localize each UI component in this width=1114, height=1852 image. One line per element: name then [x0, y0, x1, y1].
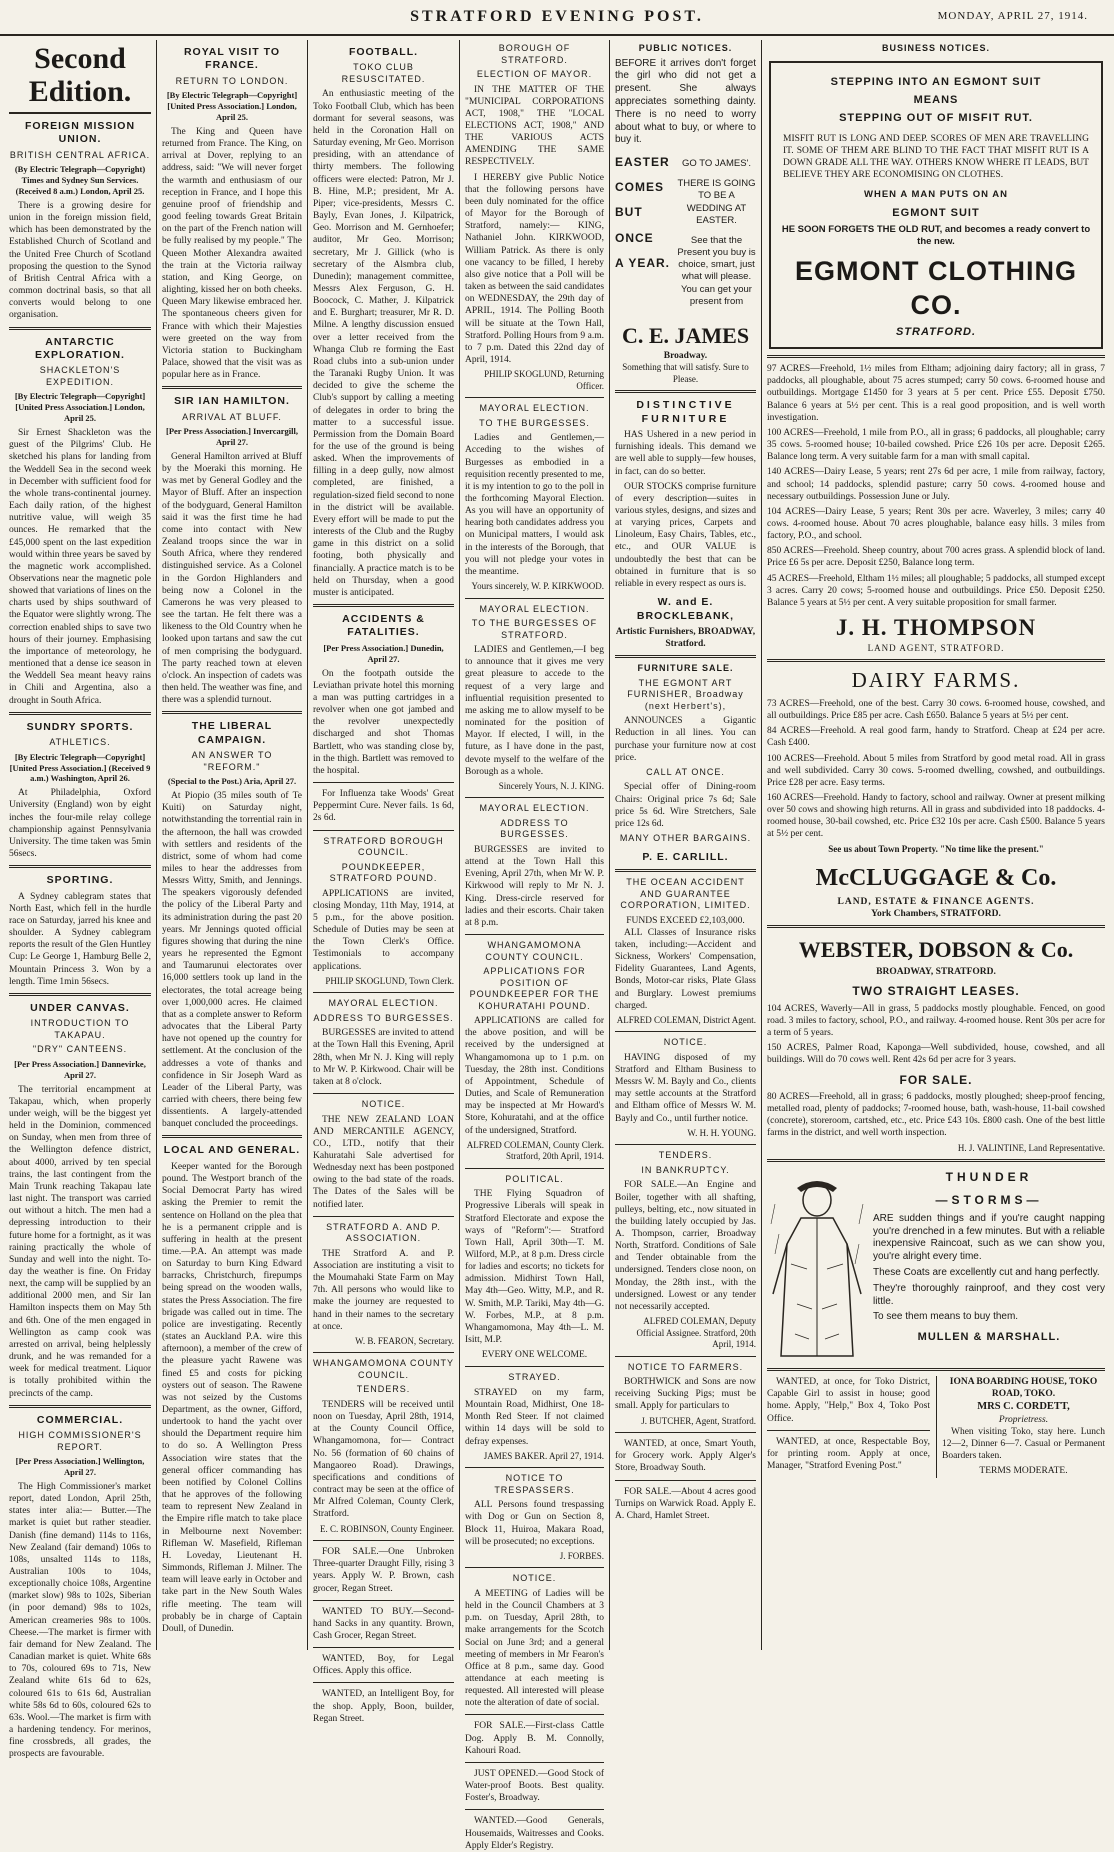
furniture-sale-offer: Special offer of Dining-room Chairs: Original price 7s 6d; Sale price 5s 6d. Wire Stretchers, Sale price 12s 6d.: [615, 782, 756, 829]
notice-heading: NOTICE.: [663, 1037, 708, 1048]
notice-signature: W. H. H. YOUNG.: [687, 1127, 756, 1138]
classified-ad: WANTED.—Good Generals, Housemaids, Waitresses and Cooks. Apply Elder's Registry.: [465, 1816, 604, 1851]
foreign-mission-subheading: BRITISH CENTRAL AFRICA.: [9, 149, 151, 160]
egmont-ad-line: EGMONT SUIT: [892, 206, 980, 219]
column-3: [307, 40, 459, 1724]
trespass-heading: NOTICE TO TRESPASSERS.: [494, 1473, 575, 1495]
divider: [767, 925, 1105, 928]
antarctic-credit: [By Electric Telegraph—Copyright] [United Press Association.] London, April 25.: [14, 391, 146, 424]
tenders-signature: E. C. ROBINSON, County Engineer.: [320, 1523, 454, 1534]
brocklebank-address: Artistic Furnishers, BROADWAY, Stratford.: [615, 626, 756, 650]
antarctic-text: Sir Ernest Shackleton was the guest of the Pilgrims' Club. He sketched his plans for landing from the Weddell Sea in the second week in December with sufficient food for the whole trans-continental journey. Each daily ration, of the highest nutritive value, will weigh 35 ounces. He remarked that the £45,000 spent on the last expedition would within three years be saved by the magnetic work accomplished. Observations near the magnetic pole showed that variations of lines on the charts used by ships southward of the Equator were slightly wrong. The correction enabled ships to save two hours of their journey. Emphasising the importance of meteorology, he mentioned that a dense ice season in the Weddell Sea meant heavy rains in Chili and Argentina, also a drought in South Africa.: [9, 428, 151, 706]
political-text: THE Flying Squadron of Progressive Liberals will speak in Stratford Electorate and expose the ways of "Reform":— Stratford Town Hall, April 30th—T. M. Wilford, M.P., at 8 p.m. Dress circle for ladies and escorts; no tickets for admission. Midhirst Town Hall, May 4th—Geo. Witty, M.P., and R. W. Smith, M.P. Tariki, May 4th—G. W. Forbes, M.P., at 8 p.m. Whangamomona, May 4th—L. M. Isitt, M.P.: [465, 1189, 604, 1346]
influenza-ad: For Influenza take Woods' Great Peppermint Cure. Never fails. 1s 6d, 2s 6d.: [313, 789, 454, 824]
divider: [465, 1809, 604, 1810]
council-subheading: POUNDKEEPER, STRATFORD POUND.: [329, 861, 438, 884]
iona-proprietor: MRS C. CORDETT,: [977, 1401, 1070, 1413]
divider: [162, 386, 302, 389]
accidents-heading: ACCIDENTS & FATALITIES.: [342, 613, 425, 639]
borough-text-1: IN THE MATTER OF THE "MUNICIPAL CORPORATIONS ACT, 1908," THE "LOCAL ELECTIONS ACT, 1908," AND THE VARIOUS ACTS AMENDING THE SAME RESPECTIVELY.: [465, 84, 604, 168]
divider: [465, 1762, 604, 1763]
antarctic-heading: ANTARCTIC EXPLORATION.: [35, 335, 125, 362]
divider: [313, 1352, 454, 1353]
divider: [615, 869, 756, 872]
james-ad-line: See that the Present you buy is choice, smart, just what will please. You can get your present from: [677, 234, 756, 307]
notice-heading: NOTICE.: [361, 1099, 406, 1110]
iona-text: When visiting Toko, stay here. Lunch 12—2, Dinner 6—7. Casual or Permanent Boarders taken.: [942, 1427, 1105, 1462]
leases-heading: TWO STRAIGHT LEASES.: [852, 984, 1020, 999]
farmers-heading: NOTICE TO FARMERS.: [627, 1361, 744, 1372]
under-canvas-subheading-2: "DRY" CANTEENS.: [32, 1044, 128, 1055]
classified-ad: JUST OPENED.—Good Stock of Water-proof Boots. Best quality. Foster's, Broadway.: [465, 1768, 604, 1804]
mayoral-election-text: Ladies and Gentlemen,— Acceding to the wishes of Burgesses as embodied in a requisition recently presented to me, it is my intention to go to the poll in the forthcoming Mayoral Election. As you will have an opportunity of hearing both candidates address you on Municipal matters, I would ask in the interests of the Borough, that you will not pledge your votes in the meantime.: [465, 433, 604, 577]
column-1: [4, 40, 156, 1760]
egmont-ad-line: HE SOON FORGETS THE OLD RUT, and becomes a ready convert to the new.: [781, 223, 1091, 247]
raincoat-text: ARE sudden things and if you're caught napping you're drenched in a few minutes. But with a reliable inexpensive Raincoat, such as we can show you, you're alright every time.: [873, 1212, 1105, 1263]
council-signature: PHILIP SKOGLUND, Town Clerk.: [325, 975, 454, 986]
furniture-stocks-text: OUR STOCKS comprise furniture of every description—suites in various styles, designs, and sizes and at varying prices, Carpets and Linoleum, Easy Chairs, Tables, etc., etc., and OUR VALUE is undoubtedly the best that can be obtained in furniture that is so reliable in every respect as ours is.: [615, 481, 756, 589]
mayoral-election-heading: MAYORAL ELECTION.: [479, 803, 590, 814]
classified-ad: WANTED, Boy, for Legal Offices. Apply this office.: [313, 1654, 454, 1677]
borough-signature: PHILIP SKOGLUND, Returning Officer.: [484, 369, 604, 391]
classified-ad: FOR SALE.—First-class Cattle Dog. Apply B. M. Connolly, Kahouri Road.: [465, 1721, 604, 1756]
tenders-signature: ALFRED COLEMAN, Deputy Official Assignee. Stratford, 20th April, 1914.: [636, 1316, 756, 1350]
storms-heading: —STORMS—: [935, 1193, 1043, 1208]
foreign-mission-credit: (By Electric Telegraph—Copyright) Times and Sydney Sun Services. (Received 8 a.m.) London, April 25.: [14, 164, 146, 197]
raincoat-text: These Coats are excellently cut and hang perfectly.: [873, 1267, 1100, 1279]
furniture-sale-text: ANNOUNCES a Gigantic Reduction in all lines. You can purchase your furniture now at cost price.: [615, 716, 756, 763]
notice-text: HAVING disposed of my Stratford and Eltham Business to Messrs W. M. Bayly and Co., clients may settle accounts at the Stratford and Eltham office of Messrs W. M. Bayly and Co., until further notice.: [615, 1052, 756, 1124]
classified-ad: WANTED, at once, Smart Youth, for Grocery work. Apply Alger's Store, Broadway South.: [615, 1439, 756, 1474]
edition-heading: Second Edition.: [9, 42, 151, 114]
column-2: [156, 40, 307, 1650]
tenders-text: TENDERS will be received until noon on Tuesday, April 28th, 1914, at the County Council Office, Whangamomona, for— Contract No. 56 (formation of 60 chains of Mangaoreo Road). Drawings, specifications and conditions of contract may be seen at the office of Mr Alfred Coleman, County Clerk, Stratford.: [313, 1399, 454, 1520]
easter-slogan: [615, 150, 671, 316]
dairy-farms-heading: DAIRY FARMS.: [851, 668, 1021, 693]
under-canvas-subheading: INTRODUCTION TO TAKAPAU.: [30, 1018, 130, 1040]
mullen-marshall-name: MULLEN & MARSHALL.: [917, 1331, 1061, 1344]
under-canvas-heading: UNDER CANVAS.: [30, 1001, 130, 1014]
divider: [313, 782, 454, 783]
tenders-text: FOR SALE.—An Engine and Boiler, together with all shafting, pulleys, belting, etc., now situated in the building lately occupied by Jas. A. Thompson, carrier, Broadway North, Stratford. Conditions of Sale and Tender obtainable from the undersigned. Tenders close noon, on Monday, the 28th inst., with the undersigned. Lowest or any tender not necessarily accepted.: [615, 1180, 756, 1312]
divider: [313, 604, 454, 607]
divider: [465, 797, 604, 798]
classified-ad: WANTED TO BUY.—Second-hand Sacks in any quantity. Brown, Cash Grocer, Regan Street.: [313, 1606, 454, 1641]
raincoat-ad: [767, 1170, 1105, 1344]
divider: [615, 655, 756, 658]
column-5: [609, 40, 761, 1650]
lease-listing: 104 ACRES, Waverly—All in grass, 5 paddocks mostly ploughable. Fenced, on good road. 3 miles to factory, school, P.O., and railway. 4-roomed house. Rent 30s per acre for a term of 5 years.: [767, 1003, 1105, 1039]
divider: [465, 1168, 604, 1169]
local-general-text: Keeper wanted for the Borough pound. The Westport branch of the Social Democrat Party has wired asking the Premier to remit the sentence on Holland on the plea that he is a permanent cripple and is suffering in health at the present time.—P.A. An attempt was made on Saturday to burn King Edward barracks, Christchurch, firepumps being spread on the wooden walls, states the Press Association. The fire brigade was called out in time. The police are investigating. Recently (states an Auckland P.A. wire this afternoon), a member of the crew of the pleasure yacht Rawene was fined £5 and costs for picking oysters out of season. The Rawene was not seized by the Customs Department, as the owner, Gifford, undertook to hand the yacht over should the Department require him to do so. A Wellington Press Association wire states that the general officer commanding has been notified by Colonel Collins that he approves of the following team to represent New Zealand in the Empire rifle match to take place in Melbourne next November: Rifleman W. Masefield, Rifleman H. Loveday, Lieutenant H. Simmonds, Rifleman J. Milner. The team will leave early in October and take part in the New South Wales rifle meeting. The team will probably be in charge of Captain Doull, of Dunedin.: [162, 1161, 302, 1634]
divider: [465, 1714, 604, 1715]
county-council-heading: WHANGAMOMONA COUNTY COUNCIL.: [485, 940, 584, 962]
call-at-once: CALL AT ONCE.: [646, 766, 725, 777]
divider: [615, 1144, 756, 1145]
mayoral-election-heading: MAYORAL ELECTION.: [479, 403, 590, 414]
james-name: C. E. JAMES: [621, 322, 750, 348]
property-listing: 100 ACRES—Freehold, 1 mile from P.O., all in grass; 6 paddocks, all ploughable; carry 35 cows. 5-roomed house; 10-bailed cowshed. Price £26 10s per acre. Deposit £265. Balance long term. A very suitable farm for a man with small capital.: [767, 427, 1105, 463]
furniture-sale-subheading: THE EGMONT ART FURNISHER, Broadway (next Herbert's),: [627, 677, 744, 711]
james-ad-body: [677, 150, 756, 316]
mayoral-heading: MAYORAL ELECTION.: [328, 998, 439, 1009]
divider: [9, 865, 151, 868]
athletics-credit: [By Electric Telegraph—Copyright] [United Press Association.] (Received 9 a.m.) Washington, April 26.: [9, 751, 151, 784]
divider: [615, 1031, 756, 1032]
liberal-credit: (Special to the Post.) Aria, April 27.: [167, 776, 297, 787]
mccluggage-name: McCLUGGAGE & Co.: [815, 865, 1057, 892]
webster-address: BROADWAY, STRATFORD.: [876, 967, 996, 978]
sundry-sports-heading: SUNDRY SPORTS.: [26, 720, 134, 733]
easter-word: COMES: [615, 180, 665, 195]
commercial-credit: [Per Press Association.] Wellington, April 27.: [15, 1456, 145, 1478]
property-listing: 140 ACRES—Dairy Lease, 5 years; rent 27s 6d per acre, 1 mile from railway, factory, and school; 14 paddocks, splendid pasture; carry 50 cows. 4-roomed house and necessary outbuildings. Possession June or July.: [767, 467, 1105, 502]
masthead: [0, 0, 1114, 36]
ocean-text: ALL Classes of Insurance risks taken, including:—Accident and Sickness, Workers' Compensation, Fidelity Guarantees, Land Agents, Bonds, Motor-car risks, Plate Glass and Burglary. Lowest premiums charged.: [615, 927, 756, 1011]
see-us-note: See us about Town Property. "No time like the present.": [828, 843, 1044, 854]
easter-word: EASTER: [615, 155, 670, 170]
mayoral-election-subheading: TO THE BURGESSES OF STRATFORD.: [471, 618, 598, 640]
issue-date: MONDAY, APRIL 27, 1914.: [937, 10, 1088, 22]
divider: [465, 1567, 604, 1568]
divider: [767, 659, 1105, 662]
dairy-listing: 73 ACRES—Freehold, one of the best. Carry 30 cows. 6-roomed house, cowshed, and all outbuildings. Price £85 per acre. Cash £650. Balance 5 years at 5½ per cent.: [767, 698, 1105, 722]
james-ad-line: THERE IS GOING TO BE A WEDDING AT EASTER.: [677, 178, 756, 226]
james-ad: [615, 150, 756, 316]
dairy-listing: 160 ACRES—Freehold. Handy to factory, school and railway. Owner at present milking over 50 cows and showing high returns. All in grass and subdivided into 18 paddocks. 4-roomed house, 30-bail cowshed, etc. Price £32 10s per acre. Cash £500. Balance 5 years at 5½ per cent.: [767, 792, 1105, 840]
for-sale-heading: FOR SALE.: [899, 1072, 973, 1087]
divider: [313, 992, 454, 993]
dairy-listing: 100 ACRES—Freehold. About 5 miles from Stratford by good metal road. All in grass and well subdivided. Carry 30 cows. 5-roomed dwelling, cowshed, and outbuildings. Price £28 per acre. Easy terms.: [767, 753, 1105, 788]
raincoat-text: They're thoroughly rainproof, and they cost very little.: [873, 1282, 1105, 1307]
egmont-ad-line: STEPPING OUT OF MISFIT RUT.: [839, 111, 1033, 124]
mayoral-election-text: LADIES and Gentlemen,—I beg to announce that it gives me very great pleasure to accede to the request of a very large and influential requisition presented to me asking me to allow myself to be nominated for the position of Mayor. If elected, I will, in the future, as I have done in the past, devote myself to the welfare of the Borough as a whole.: [465, 645, 604, 777]
ocean-heading: THE OCEAN ACCIDENT AND GUARANTEE CORPORATION, LIMITED.: [620, 877, 751, 911]
farmers-text: BORTHWICK and Sons are now receiving Sucking Pigs; must be small. Apply for particulars to: [615, 1377, 756, 1412]
classified-ad: FOR SALE.—One Unbroken Three-quarter Draught Filly, rising 3 years. Apply W. P. Brown, cash grocer, Regan Street.: [313, 1547, 454, 1594]
tenders-heading: TENDERS.: [658, 1150, 713, 1161]
wanted-ads: [767, 1376, 930, 1478]
james-tagline: Something that will satisfy. Sure to Please.: [622, 362, 749, 384]
carlill-name: P. E. CARLILL.: [642, 850, 729, 863]
divider: [9, 1405, 151, 1408]
athletics-text: At Philadelphia, Oxford University (England) won by eight inches the four-mile relay college championship against Pennsylvania University. The time taken was 5min 56secs.: [9, 788, 151, 860]
strayed-text: STRAYED on my farm, Mountain Road, Midhirst, One 18-Month Red Steer. If not claimed within 14 days will be sold to defray expenses.: [465, 1387, 604, 1447]
whanga-council-heading: WHANGAMOMONA COUNTY COUNCIL.: [313, 1358, 455, 1380]
public-notices-heading: PUBLIC NOTICES.: [638, 43, 733, 53]
trespass-signature: J. FORBES.: [559, 1550, 604, 1561]
divider: [9, 712, 151, 715]
property-listing: 850 ACRES—Freehold. Sheep country, about 700 acres grass. A splendid block of land. Price £6 5s per acre. Deposit £250, Balance long term.: [767, 546, 1105, 569]
county-council-signature: ALFRED COLEMAN, County Clerk. Stratford, 20th April, 1914.: [466, 1139, 604, 1162]
football-heading: FOOTBALL.: [348, 46, 419, 58]
commercial-heading: COMMERCIAL.: [36, 1413, 124, 1426]
antarctic-subheading: SHACKLETON'S EXPEDITION.: [39, 365, 121, 387]
valintine-signature: H. J. VALINTINE, Land Representative.: [957, 1142, 1105, 1153]
mayoral-election-signature: Yours sincerely, W. P. KIRKWOOD.: [471, 581, 604, 592]
notice-text: THE NEW ZEALAND LOAN AND MERCANTILE AGENCY, CO., LTD., notify that their Kahuratahi Sale advertised for Wednesday next has been postponed owing to the bad state of the roads. The Dates of the Sales will be notified later.: [313, 1114, 454, 1210]
farmers-signature: J. BUTCHER, Agent, Stratford.: [641, 1415, 756, 1426]
strayed-heading: STRAYED.: [508, 1372, 561, 1383]
county-council-subheading: APPLICATIONS FOR POSITION OF POUNDKEEPER FOR THE KOHURATAHI POUND.: [469, 966, 600, 1011]
egmont-company-name: EGMONT CLOTHING CO.: [795, 255, 1077, 321]
hamilton-subheading: ARRIVAL AT BLUFF.: [182, 411, 282, 422]
strayed-signature: JAMES BAKER. April 27, 1914.: [483, 1450, 604, 1461]
property-listing: 97 ACRES—Freehold, 1½ miles from Eltham; adjoining dairy factory; all in grass, 7 paddocks, all ploughable, about 75 acres stumped; carry 50 cows. 6-roomed house and outbuildings. Mortgage £1450 for 3 years at 5 per cent. Price £55. Deposit £750. Balance 6 years at 5½ per cent. This is a real good proposition, and is well worth investigation.: [767, 364, 1105, 423]
borough-heading: BOROUGH OF STRATFORD.: [498, 43, 571, 65]
divider: [465, 598, 604, 599]
sporting-heading: SPORTING.: [46, 874, 114, 887]
political-heading: POLITICAL.: [505, 1173, 564, 1184]
divider: [615, 390, 756, 393]
divider: [615, 1480, 756, 1481]
divider: [465, 397, 604, 398]
divider: [615, 1356, 756, 1357]
royal-visit-heading: ROYAL VISIT TO FRANCE.: [183, 46, 281, 72]
thompson-name: J. H. THOMPSON: [835, 615, 1037, 641]
mccluggage-address: York Chambers, STRATFORD.: [871, 909, 1001, 919]
property-listing: 104 ACRES—Dairy Lease, 5 years; Rent 30s per acre. Waverley, 3 miles; carry 40 cows. 4-roomed house. About 70 acres ploughable, balance easy hills. 3 miles from factory, P.O., and school.: [767, 506, 1105, 542]
ocean-funds: FUNDS EXCEED £2,103,000.: [626, 915, 745, 926]
royal-visit-text: The King and Queen have returned from France. The King, on arrival at Dover, replying to an address, said: "We will never forget the warmth and enthusiasm of our reception in France, and I hope this genuine proof of friendship and good feeling towards Great Britain on the part of the French nation will be fully realised by my people." The Queen Mother Alexandra awaited the train at the Victoria railway station, and King George, on alighting, kissed her on both cheeks. Queen Mary likewise embraced her. The spontaneous cheers given for France with which their Majesties were greeted on the way from Victoria station to Buckingham Palace, showed that the visit was as popular here as in France.: [162, 127, 302, 381]
furniture-heading: DISTINCTIVE FURNITURE: [636, 399, 735, 425]
egmont-ad-line: STEPPING INTO AN EGMONT SUIT: [830, 75, 1042, 88]
brocklebank-name: W. and E. BROCKLEBANK,: [636, 596, 735, 622]
egmont-ad-line: WHEN A MAN PUTS ON AN: [864, 189, 1008, 201]
james-street: Broadway.: [663, 350, 708, 361]
sporting-text: A Sydney cablegram states that North East, which fell in the hurdle race on Saturday, jarred his knee and shoulder. A Sydney cablegram reports the result of the Glen Huntley Cup: Le George 1, Hamburg Belle 2, Mountain Princess 3. Won by a length. Time 1min 56secs.: [9, 891, 151, 987]
borough-text-2: I HEREBY give Public Notice that the following persons have been duly nominated for the office of Mayor for the Borough of Stratford, namely:— KING, Nathaniel John. KIRKWOOD, William Patrick. As there is only one vacancy to be filled, I hereby also give notice that a Poll will be taken as between the said candidates on WEDNESDAY, the 29th day of APRIL, 1914. The Polling Booth will be situate at the Town Hall, Stratford. Polling Hours from 9 a.m. to 7 p.m. Dated this 22nd day of April, 1914.: [465, 172, 605, 365]
trespass-text: ALL Persons found trespassing with Dog or Gun on Section 8, Block 11, Huiroa, Makara Road, will be prosecuted; no exceptions.: [465, 1500, 604, 1547]
easter-word: A YEAR.: [615, 255, 671, 270]
classified-ad: FOR SALE.—About 4 acres good Turnips on Warwick Road. Apply E. A. Chard, Hamlet Street.: [615, 1486, 756, 1521]
iona-title: Proprietress.: [998, 1414, 1049, 1425]
column-4: [459, 40, 609, 1851]
dairy-listing: 84 ACRES—Freehold. A real good farm, handy to Stratford. Cheap at £24 per acre. Cash £400.: [767, 726, 1105, 749]
football-text: An enthusiastic meeting of the Toko Football Club, which has been dormant for several seasons, was held in the Coronation Hall on Saturday evening, Mr Geo. Morrison presiding, with an attendance of thirty members. The following officers were elected: Patron, Mr J. B. Hine, M.P.; president, Mr A. Piper; vice-presidents, Messrs C. Bayly, Evan Jones, J. Kilpatrick, Geo. Morrison and M. Gernhoefer; auditor, Mr Geo. Morrison; secretary, Mr J. Gillick (who is secretary of the Alsmbra club, Dunedin); management committee, Messrs Alex Ferguson, G. H. Boocock, C. Mather, J. Kilpatrick and E. Burghart; treasurer, Mr R. D. Milne. A lengthy discussion ensued over a letter received from the Whanga Club re forming the East Road clubs into a sub-union under the Taranaki Rugby Union. It was decided to give the scheme the Club's support by calling a meeting of delegates in order to bring the matter to a successful issue. Permission from the Domain Board for the use of the ground is being asked. When the improvements of filling in a deep gully, now almost completed, are finished, a regulation-sized field second to none in the district will be available. Every effort will be made to put the interests of the Club and the Rugby game in this district on a solid footing, both physically and financially. A practice match is to be held on Thursday, when a good muster is anticipated.: [313, 89, 454, 598]
under-canvas-credit: [Per Press Association.] Dannevirke, April 27.: [14, 1058, 146, 1080]
mayoral-election-subheading: ADDRESS TO BURGESSES.: [500, 817, 569, 840]
county-council-text: APPLICATIONS are called for the above position, and will be received by the undersigned at Whangamomona up to 1 p.m. on Tuesday, the 28th inst. Conditions of Appointment, Schedule of Duties, and Scale of Remuneration may be inspected at Mr Howard's Store, Kohuratahi, and at the office of the undersigned, Stratford.: [465, 1016, 604, 1136]
accidents-credit: [Per Press Association.] Dunedin, April 27.: [323, 642, 444, 664]
raincoat-text: To see them means to buy them.: [873, 1311, 1019, 1323]
divider: [313, 1216, 454, 1217]
easter-word: BUT: [615, 205, 643, 220]
thompson-subtitle: LAND AGENT, STRATFORD.: [867, 642, 1005, 653]
council-text: APPLICATIONS are invited, closing Monday, 11th May, 1914, at 5 p.m., for the above position. Schedule of Duties may be seen at the Town Clerk's Office. Testimonials to accompany applications.: [313, 888, 454, 972]
classified-ad: WANTED, at once, for Toko District, Capable Girl to assist in house; good home. Apply, "Help," Box 4, Toko Post Office.: [767, 1377, 930, 1424]
james-ad-intro: BEFORE it arrives don't forget the girl who did not get a present. She always appreciates something dainty. There is no need to worry about what to buy, or where to buy it.: [615, 57, 756, 146]
political-welcome: EVERY ONE WELCOME.: [481, 1350, 588, 1361]
iona-heading: IONA BOARDING HOUSE, TOKO ROAD, TOKO.: [949, 1377, 1098, 1400]
property-listing: 45 ACRES—Freehold, Eltham 1½ miles; all ploughable; 5 paddocks, all stumped except 3 acres. Carry 20 cows; 5-roomed house and outbuildings. Price £50. Deposit £250. Balance 5 years at 5½ per cent. A very suitable proposition for small farmer.: [767, 573, 1105, 608]
business-notices-heading: BUSINESS NOTICES.: [881, 43, 990, 53]
lease-listing: 150 ACRES, Palmer Road, Kaponga—Well subdivided, house, cowshed, and all buildings. Will do 70 cows well. Rent 42s 6d per acre for 3 years.: [767, 1043, 1105, 1066]
for-sale-listing: 80 ACRES—Freehold, all in grass; 6 paddocks, mostly ploughed; sheep-proof fencing, metalled road, plenty of paddocks; 7-roomed house, bath, wash-house, 11-bail cowshed (concrete), storeroom, cartshed, etc., etc. Price £43 10s. £800 cash. One of the best little farms in the district, and well worth inspection.: [767, 1091, 1105, 1139]
thunder-heading: THUNDER: [945, 1170, 1033, 1185]
ap-association-signature: W. B. FEARON, Secretary.: [355, 1335, 454, 1346]
mayoral-text: BURGESSES are invited to attend at the Town Hall this Evening, April 28th, when Mr N. J. King will reply to Mr W. P. Kirkwood. Chair will be taken at 8 o'clock.: [313, 1028, 454, 1087]
under-canvas-text: The territorial encampment at Takapau, which, when properly under weigh, will be the biggest yet held in the Dominion, commenced on Sunday, when men from three of the Wellington defence district, about 4000, arrived by ten special trains, the last contingent from the Main Trunk reaching Takapau late last night. The transport was carried out without a hitch. The men had a depressing introduction to their future home for a fortnight, as it was raining practically the whole of Sunday and well into the night. To-day the weather is fine. On Friday next, the camp will be supplied by an additional 2000 men, and Sir Ian Hamilton inspects them on May 5th and 6th. One of the men engaged in Wellington as camp cook was arrested on arrival, being helplessly drunk, and he was remanded for a week for medical treatment. Liquor is totally prohibited within the precincts of the camp.: [9, 1084, 151, 1399]
borough-subheading: ELECTION OF MAYOR.: [476, 69, 593, 80]
iona-boarding-ad: [936, 1376, 1105, 1478]
divider: [767, 1159, 1105, 1162]
divider: [313, 1093, 454, 1094]
foreign-mission-heading: FOREIGN MISSION UNION.: [24, 120, 136, 146]
athletics-subheading: ATHLETICS.: [49, 737, 111, 748]
commercial-subheading: HIGH COMMISSIONER'S REPORT.: [18, 1430, 142, 1452]
divider: [313, 1682, 454, 1683]
hamilton-text: General Hamilton arrived at Bluff by the Moeraki this morning. He was met by General Godley and the Mayor of Bluff. After an inspection of the bodyguard, General Hamilton said it was the first time he had come into contact with New Zealand troops since the war in South Africa, where they rendered distinguished service. As a Colonel in the Gordon Highlanders and being now a Colonel in the Camerons he was very pleased to see the tartan. He felt there was a likeness to the Old Country when he looked upon tartans and saw the cut of men comprising the bodyguard. The party reached town at eleven o'clock. An inspection of cadets was then held. The weather was fine, and there was a splendid turnout.: [162, 452, 302, 706]
mayoral-election-signature: Sincerely Yours, N. J. KING.: [498, 780, 604, 791]
raincoat-illustration-icon: [767, 1174, 867, 1364]
iona-terms: TERMS MODERATE.: [979, 1466, 1068, 1477]
hamilton-credit: [Per Press Association.] Invercargill, April 27.: [166, 426, 298, 448]
mccluggage-subtitle: LAND, ESTATE & FINANCE AGENTS.: [837, 896, 1035, 907]
notice-text: A MEETING of Ladies will be held in the Council Chambers at 3 p.m. on Tuesday, April 28th, to make arrangements for the Scotch Social on June 3rd; and a general meeting of members in Mr Fearon's Office at 8 p.m., same day. Good attendance at each meeting is requested. All interested will please note the alteration of date of social.: [465, 1588, 604, 1709]
ocean-signature: ALFRED COLEMAN, District Agent.: [616, 1014, 756, 1025]
royal-visit-subheading: RETURN TO LONDON.: [175, 75, 289, 86]
tenders-subheading: IN BANKRUPTCY.: [641, 1164, 730, 1175]
liberal-text: At Piopio (35 miles south of Te Kuiti) on Saturday night, notwithstanding the torrential rain in the afternoon, the hall was crowded with settlers and residents of the district, some of whom had come miles to hear the addresses from Messrs Witty, Smith, and Jennings. The speakers vigorously defended the policy of the Liberal Party and its administration during the past 20 years. Mr Jennings quoted official figures showing that during the nine years he represented the Egmont and Taumarunui electorates over 16,000 settlers took up land in the electorates, the total acreage being over 1,000,000 acres. He claimed that as a complete answer to Reform advocates that the Liberal Party have not opened up the country for settlement. At the conclusion of the addresses a vote of thanks and confidence in Sir Joseph Ward as Leader of the Liberal Party, was carried with cheers, there being few dissentients. A largely-attended banquet concluded the proceedings.: [162, 791, 302, 1130]
accidents-text: On the footpath outside the Leviathan private hotel this morning a man was putting cartridges in a revolver when one got jambed and the revolver unexpectedly discharged and shot Thomas Bartlett, who was standing close by, in the thigh. Bartlett was removed to the hospital.: [313, 668, 454, 776]
mayoral-election-text: BURGESSES are invited to attend at the Town Hall this Evening, April 27th, when Mr W. P. Kirkwood will reply to Mr N. J. King. Dress-circle reserved for ladies and their escorts. Chair taken at 8 p.m.: [465, 844, 604, 928]
classified-ad: WANTED, at once, Respectable Boy, for printing room. Apply at once, Manager, "Stratford Evening Post.": [767, 1436, 930, 1472]
furniture-sale-heading: FURNITURE SALE.: [637, 663, 734, 674]
ap-association-heading: STRATFORD A. AND P. ASSOCIATION.: [326, 1221, 441, 1244]
mayoral-subheading: ADDRESS TO BURGESSES.: [313, 1012, 454, 1023]
divider: [313, 1647, 454, 1648]
divider: [615, 1432, 756, 1433]
egmont-ad-text: MISFIT RUT IS LONG AND DEEP. SCORES OF MEN ARE TRAVELLING IT. SOME OF THEM ARE BLIND TO THE FACT THAT MISFIT RUT IS A DOWN GRADE ALL THE WAY. OTHERS KNOW WHERE IT LEADS, BUT BELIEVE THEY ARE ECONOMISING ON CLOTHES.: [783, 133, 1089, 181]
notice-heading: NOTICE.: [512, 1573, 557, 1584]
newspaper-title: STRATFORD EVENING POST.: [410, 8, 704, 25]
divider: [313, 830, 454, 831]
hamilton-heading: SIR IAN HAMILTON.: [174, 395, 290, 408]
divider: [162, 711, 302, 714]
royal-visit-credit: [By Electric Telegraph—Copyright] [United Press Association.] London, April 25.: [166, 90, 298, 123]
bottom-ads: [767, 1376, 1105, 1478]
divider: [9, 993, 151, 996]
divider: [465, 1467, 604, 1468]
divider: [465, 934, 604, 935]
divider: [767, 1368, 1105, 1371]
many-bargains: MANY OTHER BARGAINS.: [619, 833, 752, 844]
james-ad-line: GO TO JAMES'.: [681, 158, 752, 170]
divider: [767, 355, 1105, 358]
council-heading: STRATFORD BOROUGH COUNCIL.: [323, 835, 444, 858]
foreign-mission-text: There is a growing desire for union in the foreign mission field, which has been demonstrated by the Established Church of Scotland and the United Free Church of Scotland proposing the question to the Synod of British Central Africa with a common doctrinal basis, so that all converts would belong to one organisation.: [9, 201, 151, 321]
egmont-ad-line: MEANS: [913, 93, 959, 106]
divider: [162, 1135, 302, 1138]
mayoral-election-heading: MAYORAL ELECTION.: [479, 603, 590, 614]
mayoral-election-subheading: TO THE BURGESSES.: [479, 417, 590, 428]
commercial-text: The High Commissioner's market report, dated London, April 25th, states inter alia:— Butter.—The market is quiet but rather steadier. Danish (fine demand) 114s to 116s, New Zealand (fair demand) 106s to 108s, unsalted 114s to 118s, Australian 100s to 104s, exceptionally choice 108s, Argentine (market slow) 98s to 102s, Siberian (in poor demand) 98s to 102s, American creameries 98s to 100s. Cheese.—The market is firmer with fair demand for New Zealand. The Canadian market is quiet. White 68s to 70s, coloured 69s to 71s, New Zealand white 61s 6d to 62s, coloured 61s to 61s 6d, Australian white 58s 6d to 60s, coloured 62s to 63s. Wool.—The market is firm with a hardening tendency. For merinos, fine crossbreds, all grades, the prospects are favourable.: [9, 1481, 151, 1760]
easter-word: ONCE: [615, 230, 654, 245]
football-subheading: TOKO CLUB RESUSCITATED.: [341, 62, 426, 84]
classified-ad: WANTED, an Intelligent Boy, for the shop. Apply, Boon, builder, Regan Street.: [313, 1689, 454, 1724]
column-6: [761, 40, 1110, 1650]
liberal-subheading: AN ANSWER TO "REFORM.": [191, 750, 273, 772]
liberal-heading: THE LIBERAL CAMPAIGN.: [191, 720, 273, 746]
egmont-town: STRATFORD.: [895, 326, 977, 339]
divider: [465, 1366, 604, 1367]
egmont-clothing-ad: [769, 61, 1103, 350]
divider: [767, 1430, 930, 1431]
divider: [313, 1600, 454, 1601]
local-general-heading: LOCAL AND GENERAL.: [163, 1144, 301, 1157]
webster-name: WEBSTER, DOBSON & Co.: [798, 937, 1074, 963]
divider: [313, 1540, 454, 1541]
tenders-subheading: TENDERS.: [356, 1384, 411, 1395]
divider: [9, 327, 151, 330]
ap-association-text: THE Stratford A. and P. Association are instituting a visit to the Moumahaki State Farm on May 7th. All persons who would like to make the journey are requested to hand in their names to the secretary at once.: [313, 1248, 454, 1332]
furniture-text: HAS Ushered in a new period in furnishing ideals. This demand we are well able to supply—few houses, in fact, can do so better.: [615, 430, 756, 477]
